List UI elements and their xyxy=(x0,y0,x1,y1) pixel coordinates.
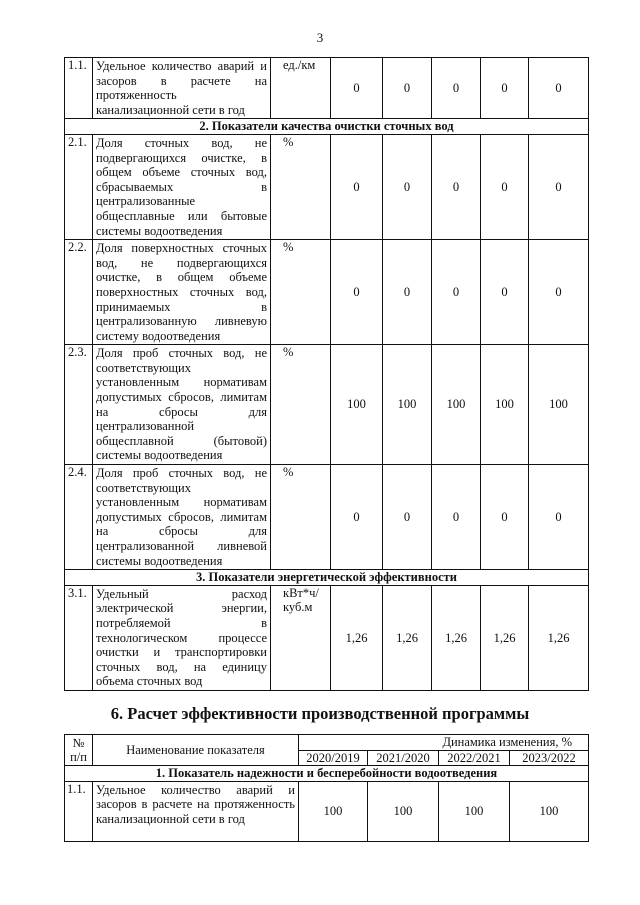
row-value: 1,26 xyxy=(481,585,529,690)
row-num: 3.1. xyxy=(65,585,93,690)
table-row xyxy=(65,345,589,465)
row-value: 100 xyxy=(439,781,510,841)
row-unit: % xyxy=(271,345,331,465)
header-num: № п/п xyxy=(65,735,93,766)
table-row xyxy=(65,134,589,239)
header-period: 2023/2022 xyxy=(510,750,589,766)
row-value: 0 xyxy=(529,465,589,570)
row-value: 100 xyxy=(331,345,383,465)
row-name: Доля сточных вод, не подвергающихся очистке, в общем объеме сточных вод, сбрасываемых в централизованные общесплавные или бытовые системы водоотведения xyxy=(93,134,271,239)
efficiency-table xyxy=(64,734,589,842)
row-value: 1,26 xyxy=(432,585,481,690)
row-unit: % xyxy=(271,134,331,239)
section-title: 1. Показатель надежности и бесперебойности водоотведения xyxy=(65,766,589,782)
indicators-table xyxy=(64,57,589,691)
row-num: 2.4. xyxy=(65,465,93,570)
row-value: 0 xyxy=(481,134,529,239)
header-period: 2020/2019 xyxy=(299,750,368,766)
row-value: 0 xyxy=(432,58,481,119)
header-dynamics: Динамика изменения, % xyxy=(299,735,589,751)
row-num: 2.3. xyxy=(65,345,93,465)
section-title: 2. Показатели качества очистки сточных вод xyxy=(65,119,589,135)
row-value: 0 xyxy=(481,465,529,570)
section-row xyxy=(65,119,589,135)
row-value: 100 xyxy=(368,781,439,841)
table-row xyxy=(65,240,589,345)
row-num: 2.1. xyxy=(65,134,93,239)
row-unit: % xyxy=(271,465,331,570)
row-value: 1,26 xyxy=(529,585,589,690)
row-value: 0 xyxy=(432,134,481,239)
row-name: Доля проб сточных вод, не соответствующих установленным нормативам допустимых сбросов, лимитам на сбросы для централизованной ливневой системы водоотведения xyxy=(93,465,271,570)
section-row xyxy=(65,570,589,586)
row-name: Удельный расход электрической энергии, потребляемой в технологическом процессе очистки и транспортировки сточных вод, на единицу объема сточных вод xyxy=(93,585,271,690)
row-value: 100 xyxy=(432,345,481,465)
row-name: Доля поверхностных сточных вод, не подвергающихся очистке, в общем объеме поверхностных сточных вод, принимаемых в централизованную ливневую систему водоотведения xyxy=(93,240,271,345)
table-row xyxy=(65,781,589,841)
page-number: 3 xyxy=(316,30,324,45)
row-value: 0 xyxy=(331,465,383,570)
section-row xyxy=(65,766,589,782)
row-value: 100 xyxy=(529,345,589,465)
row-unit: кВт*ч/ куб.м xyxy=(271,585,331,690)
row-value: 100 xyxy=(299,781,368,841)
header-period: 2021/2020 xyxy=(368,750,439,766)
row-name: Удельное количество аварий и засоров в расчете на протяженность канализационной сети в год xyxy=(93,58,271,119)
row-num: 1.1. xyxy=(65,58,93,119)
row-value: 1,26 xyxy=(383,585,432,690)
header-name: Наименование показателя xyxy=(93,735,299,766)
header-row xyxy=(65,735,589,751)
table-row xyxy=(65,585,589,690)
section-title: 3. Показатели энергетической эффективности xyxy=(65,570,589,586)
row-num: 2.2. xyxy=(65,240,93,345)
row-value: 0 xyxy=(383,134,432,239)
row-value: 0 xyxy=(481,240,529,345)
row-value: 100 xyxy=(481,345,529,465)
row-value: 0 xyxy=(481,58,529,119)
row-name: Доля проб сточных вод, не соответствующих установленным нормативам допустимых сбросов, лимитам на сбросы для централизованной общесплавной (бытовой) системы водоотведения xyxy=(93,345,271,465)
row-value: 100 xyxy=(510,781,589,841)
header-period: 2022/2021 xyxy=(439,750,510,766)
row-num: 1.1. xyxy=(65,781,93,841)
row-value: 100 xyxy=(383,345,432,465)
row-unit: % xyxy=(271,240,331,345)
row-value: 0 xyxy=(331,134,383,239)
section-6-title: 6. Расчет эффективности производственной программы xyxy=(110,704,530,723)
row-value: 0 xyxy=(432,465,481,570)
row-value: 0 xyxy=(432,240,481,345)
row-value: 0 xyxy=(529,58,589,119)
row-value: 0 xyxy=(529,134,589,239)
row-value: 0 xyxy=(331,240,383,345)
row-value: 0 xyxy=(529,240,589,345)
row-value: 0 xyxy=(383,465,432,570)
row-value: 0 xyxy=(331,58,383,119)
row-unit: ед./км xyxy=(271,58,331,119)
table-row xyxy=(65,58,589,119)
row-value: 1,26 xyxy=(331,585,383,690)
row-value: 0 xyxy=(383,240,432,345)
row-name: Удельное количество аварий и засоров в расчете на протяженность канализационной сети в год xyxy=(93,781,299,841)
row-value: 0 xyxy=(383,58,432,119)
table-row xyxy=(65,465,589,570)
